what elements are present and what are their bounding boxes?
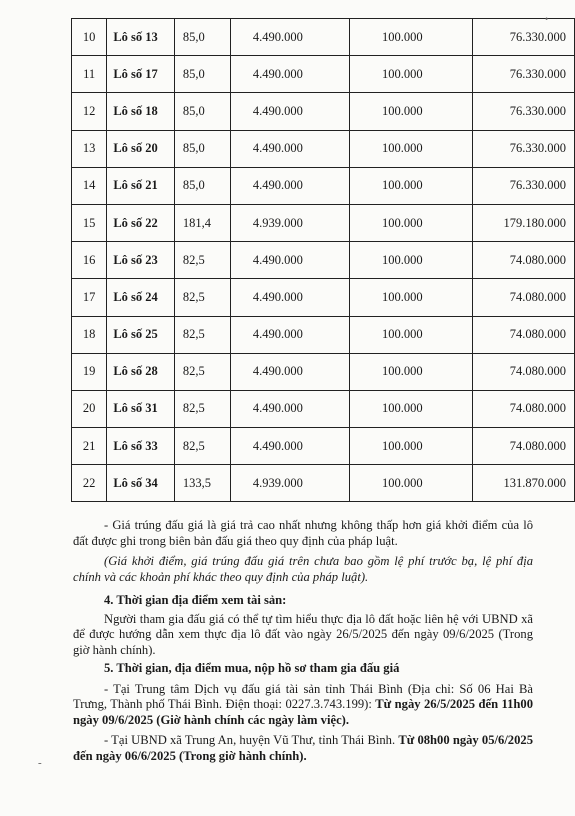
starting-price-cell: 4.490.000 [230,390,349,427]
starting-price-cell: 4.490.000 [230,353,349,390]
section-5-item-1-time: Từ ngày 26/5/2025 đến 11h00 ngày 09/6/2025 (Giờ hành chính các ngày làm việc). [73,697,533,727]
lot-name-cell: Lô số 18 [107,93,175,130]
deposit-fee-cell: 100.000 [350,204,473,241]
total-price-cell: 74.080.000 [472,242,574,279]
total-price-cell: 74.080.000 [472,279,574,316]
lot-name-cell: Lô số 28 [107,353,175,390]
lot-area-cell: 133,5 [174,465,230,502]
row-number-cell: 20 [72,390,107,427]
lot-area-cell: 85,0 [174,19,230,56]
lot-name-cell: Lô số 34 [107,465,175,502]
lot-area-cell: 82,5 [174,428,230,465]
section-5-heading: 5. Thời gian, địa điểm mua, nộp hồ sơ tham gia đấu giá [104,661,400,675]
total-price-cell: 76.330.000 [472,167,574,204]
starting-price-cell: 4.490.000 [230,279,349,316]
starting-price-cell: 4.939.000 [230,204,349,241]
row-number-cell: 13 [72,130,107,167]
lot-price-table [71,18,575,502]
table-row [72,428,575,465]
lot-area-cell: 82,5 [174,316,230,353]
lot-name-cell: Lô số 22 [107,204,175,241]
notes-block [73,518,533,585]
table-row [72,390,575,427]
row-number-cell: 22 [72,465,107,502]
deposit-fee-cell: 100.000 [350,465,473,502]
table-row [72,204,575,241]
lot-name-cell: Lô số 23 [107,242,175,279]
lot-area-cell: 85,0 [174,130,230,167]
lot-name-cell: Lô số 25 [107,316,175,353]
table-row [72,56,575,93]
row-number-cell: 14 [72,167,107,204]
section-5-item-2-text: - Tại UBND xã Trung An, huyện Vũ Thư, tỉnh Thái Bình. [104,733,399,748]
table-row [72,353,575,390]
starting-price-cell: 4.490.000 [230,242,349,279]
row-number-cell: 17 [72,279,107,316]
total-price-cell: 76.330.000 [472,56,574,93]
deposit-fee-cell: 100.000 [350,390,473,427]
deposit-fee-cell: 100.000 [350,242,473,279]
section-5-item-2-time: Từ 08h00 ngày 05/6/2025 đến ngày 06/6/2025 (Trong giờ hành chính). [73,733,533,763]
lot-table-body [72,19,575,502]
section-5 [73,661,533,765]
starting-price-cell: 4.490.000 [230,56,349,93]
row-number-cell: 10 [72,19,107,56]
deposit-fee-cell: 100.000 [350,428,473,465]
table-row [72,279,575,316]
table-row [72,19,575,56]
total-price-cell: 131.870.000 [472,465,574,502]
lot-name-cell: Lô số 21 [107,167,175,204]
total-price-cell: 76.330.000 [472,130,574,167]
starting-price-cell: 4.490.000 [230,19,349,56]
table-row [72,465,575,502]
starting-price-cell: 4.490.000 [230,130,349,167]
lot-area-cell: 82,5 [174,242,230,279]
deposit-fee-cell: 100.000 [350,316,473,353]
deposit-fee-cell: 100.000 [350,167,473,204]
price-exclusion-note: (Giá khởi điểm, giá trúng đấu giá trên chưa bao gồm lệ phí trước bạ, lệ phí địa chính và các khoản phí khác theo quy định của pháp luật). [73,554,533,584]
starting-price-cell: 4.939.000 [230,465,349,502]
row-number-cell: 12 [72,93,107,130]
lot-name-cell: Lô số 13 [107,19,175,56]
table-row [72,167,575,204]
table-row [72,316,575,353]
lot-area-cell: 181,4 [174,204,230,241]
total-price-cell: 179.180.000 [472,204,574,241]
deposit-fee-cell: 100.000 [350,56,473,93]
row-number-cell: 11 [72,56,107,93]
row-number-cell: 21 [72,428,107,465]
section-5-item-2 [73,733,533,764]
lot-area-cell: 85,0 [174,167,230,204]
total-price-cell: 74.080.000 [472,353,574,390]
lot-name-cell: Lô số 17 [107,56,175,93]
total-price-cell: 74.080.000 [472,390,574,427]
section-4 [73,593,533,658]
section-4-body: Người tham gia đấu giá có thể tự tìm hiểu thực địa lô đất hoặc liên hệ với UBND xã để được hướng dẫn xem thực địa lô đất vào ngày 26/5/2025 đến ngày 09/6/2025 (Trong giờ hành chính). [73,611,533,657]
starting-price-cell: 4.490.000 [230,93,349,130]
lot-area-cell: 85,0 [174,56,230,93]
lot-area-cell: 82,5 [174,279,230,316]
table-row [72,242,575,279]
row-number-cell: 19 [72,353,107,390]
lot-area-cell: 82,5 [174,353,230,390]
section-5-item-1-text: - Tại Trung tâm Dịch vụ đấu giá tài sản tỉnh Thái Bình (Địa chỉ: Số 06 Hai Bà Trưng, Thành phố Thái Bình. Điện thoại: 0227.3.743.199): [73,681,533,712]
scan-mark: - [38,757,42,769]
table-row [72,130,575,167]
deposit-fee-cell: 100.000 [350,130,473,167]
scan-speck: • [545,14,549,24]
table-row [72,93,575,130]
lot-name-cell: Lô số 20 [107,130,175,167]
lot-name-cell: Lô số 33 [107,428,175,465]
total-price-cell: 74.080.000 [472,316,574,353]
lot-area-cell: 82,5 [174,390,230,427]
starting-price-cell: 4.490.000 [230,428,349,465]
lot-name-cell: Lô số 31 [107,390,175,427]
lot-name-cell: Lô số 24 [107,279,175,316]
deposit-fee-cell: 100.000 [350,93,473,130]
total-price-cell: 74.080.000 [472,428,574,465]
deposit-fee-cell: 100.000 [350,353,473,390]
starting-price-cell: 4.490.000 [230,167,349,204]
deposit-fee-cell: 100.000 [350,19,473,56]
section-4-heading: 4. Thời gian địa điểm xem tài sản: [104,593,287,607]
total-price-cell: 76.330.000 [472,19,574,56]
section-5-item-1 [73,682,533,729]
deposit-fee-cell: 100.000 [350,279,473,316]
starting-price-cell: 4.490.000 [230,316,349,353]
total-price-cell: 76.330.000 [472,93,574,130]
row-number-cell: 16 [72,242,107,279]
row-number-cell: 18 [72,316,107,353]
row-number-cell: 15 [72,204,107,241]
lot-area-cell: 85,0 [174,93,230,130]
winning-price-note: - Giá trúng đấu giá là giá trả cao nhất nhưng không thấp hơn giá khởi điểm của lô đất được ghi trong biên bản đấu giá theo quy định của pháp luật. [73,518,533,548]
